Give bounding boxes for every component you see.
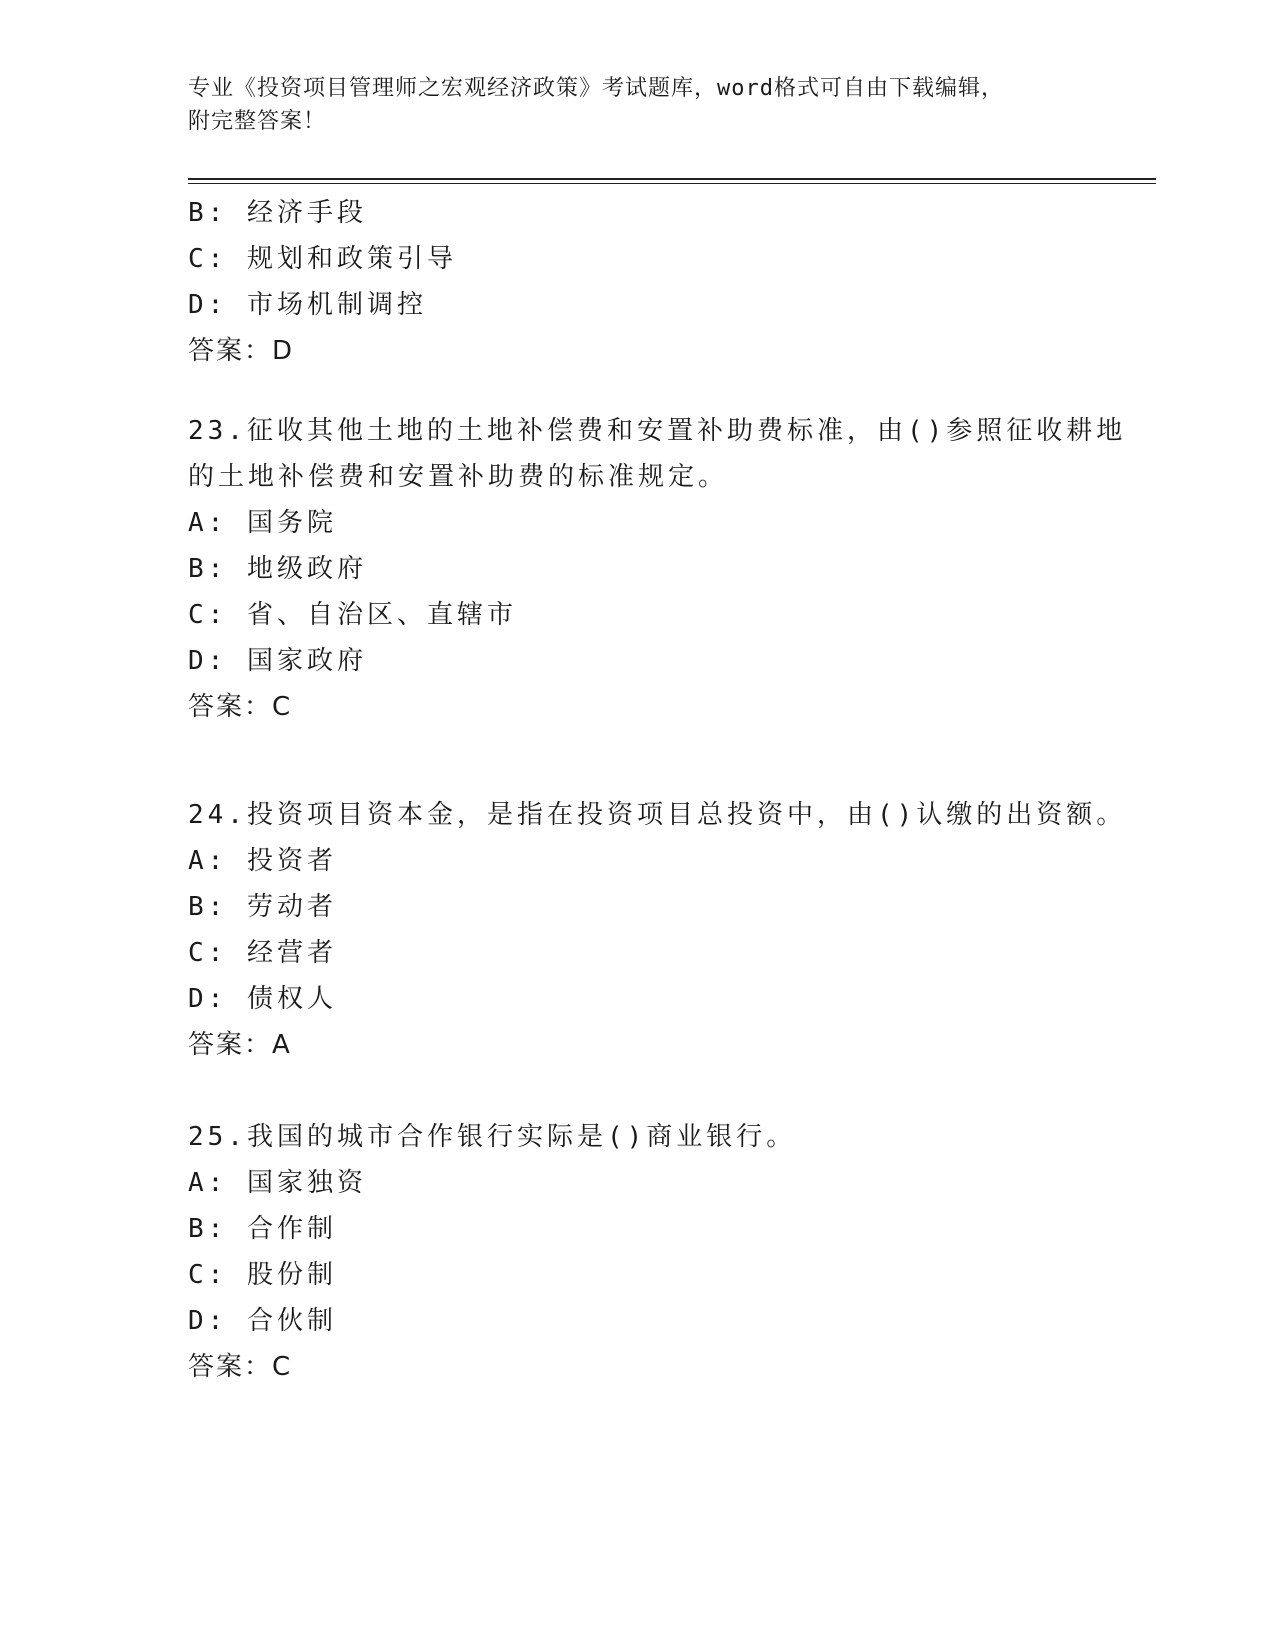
option-b: B: 合作制	[188, 1214, 337, 1244]
answer: 答案：C	[188, 1352, 293, 1382]
answer: 答案：A	[188, 1030, 292, 1060]
option-c: C: 规划和政策引导	[188, 244, 457, 274]
option-d: D: 国家政府	[188, 646, 367, 676]
option-a: A: 国务院	[188, 508, 337, 538]
option-b: B: 地级政府	[188, 554, 367, 584]
question-stem-line-1: 23.征收其他土地的土地补偿费和安置补助费标准，由()参照征收耕地	[188, 416, 1127, 446]
question-22-continuation	[188, 190, 1088, 374]
document-header	[188, 72, 1088, 138]
option-b: B: 劳动者	[188, 892, 337, 922]
option-c: C: 经营者	[188, 938, 337, 968]
option-c: C: 股份制	[188, 1260, 337, 1290]
option-a: A: 国家独资	[188, 1168, 367, 1198]
question-stem-line-1: 24.投资项目资本金，是指在投资项目总投资中，由()认缴的出资额。	[188, 800, 1127, 830]
question-stem-line-1: 25.我国的城市合作银行实际是()商业银行。	[188, 1122, 797, 1152]
header-line-1: 专业《投资项目管理师之宏观经济政策》考试题库，word格式可自由下载编辑，	[188, 76, 1004, 101]
option-c: C: 省、自治区、直辖市	[188, 600, 517, 630]
option-a: A: 投资者	[188, 846, 337, 876]
header-line-2: 附完整答案！	[188, 109, 327, 134]
option-d: D: 债权人	[188, 984, 337, 1014]
option-d: D: 合伙制	[188, 1306, 337, 1336]
question-23	[188, 408, 1127, 730]
question-24	[188, 792, 1127, 1068]
option-b: B: 经济手段	[188, 198, 367, 228]
option-d: D: 市场机制调控	[188, 290, 427, 320]
question-25	[188, 1114, 1088, 1390]
answer: 答案：D	[188, 336, 295, 366]
answer: 答案：C	[188, 692, 293, 722]
question-stem-line-2: 的土地补偿费和安置补助费的标准规定。	[188, 462, 729, 492]
header-divider	[188, 178, 1156, 184]
